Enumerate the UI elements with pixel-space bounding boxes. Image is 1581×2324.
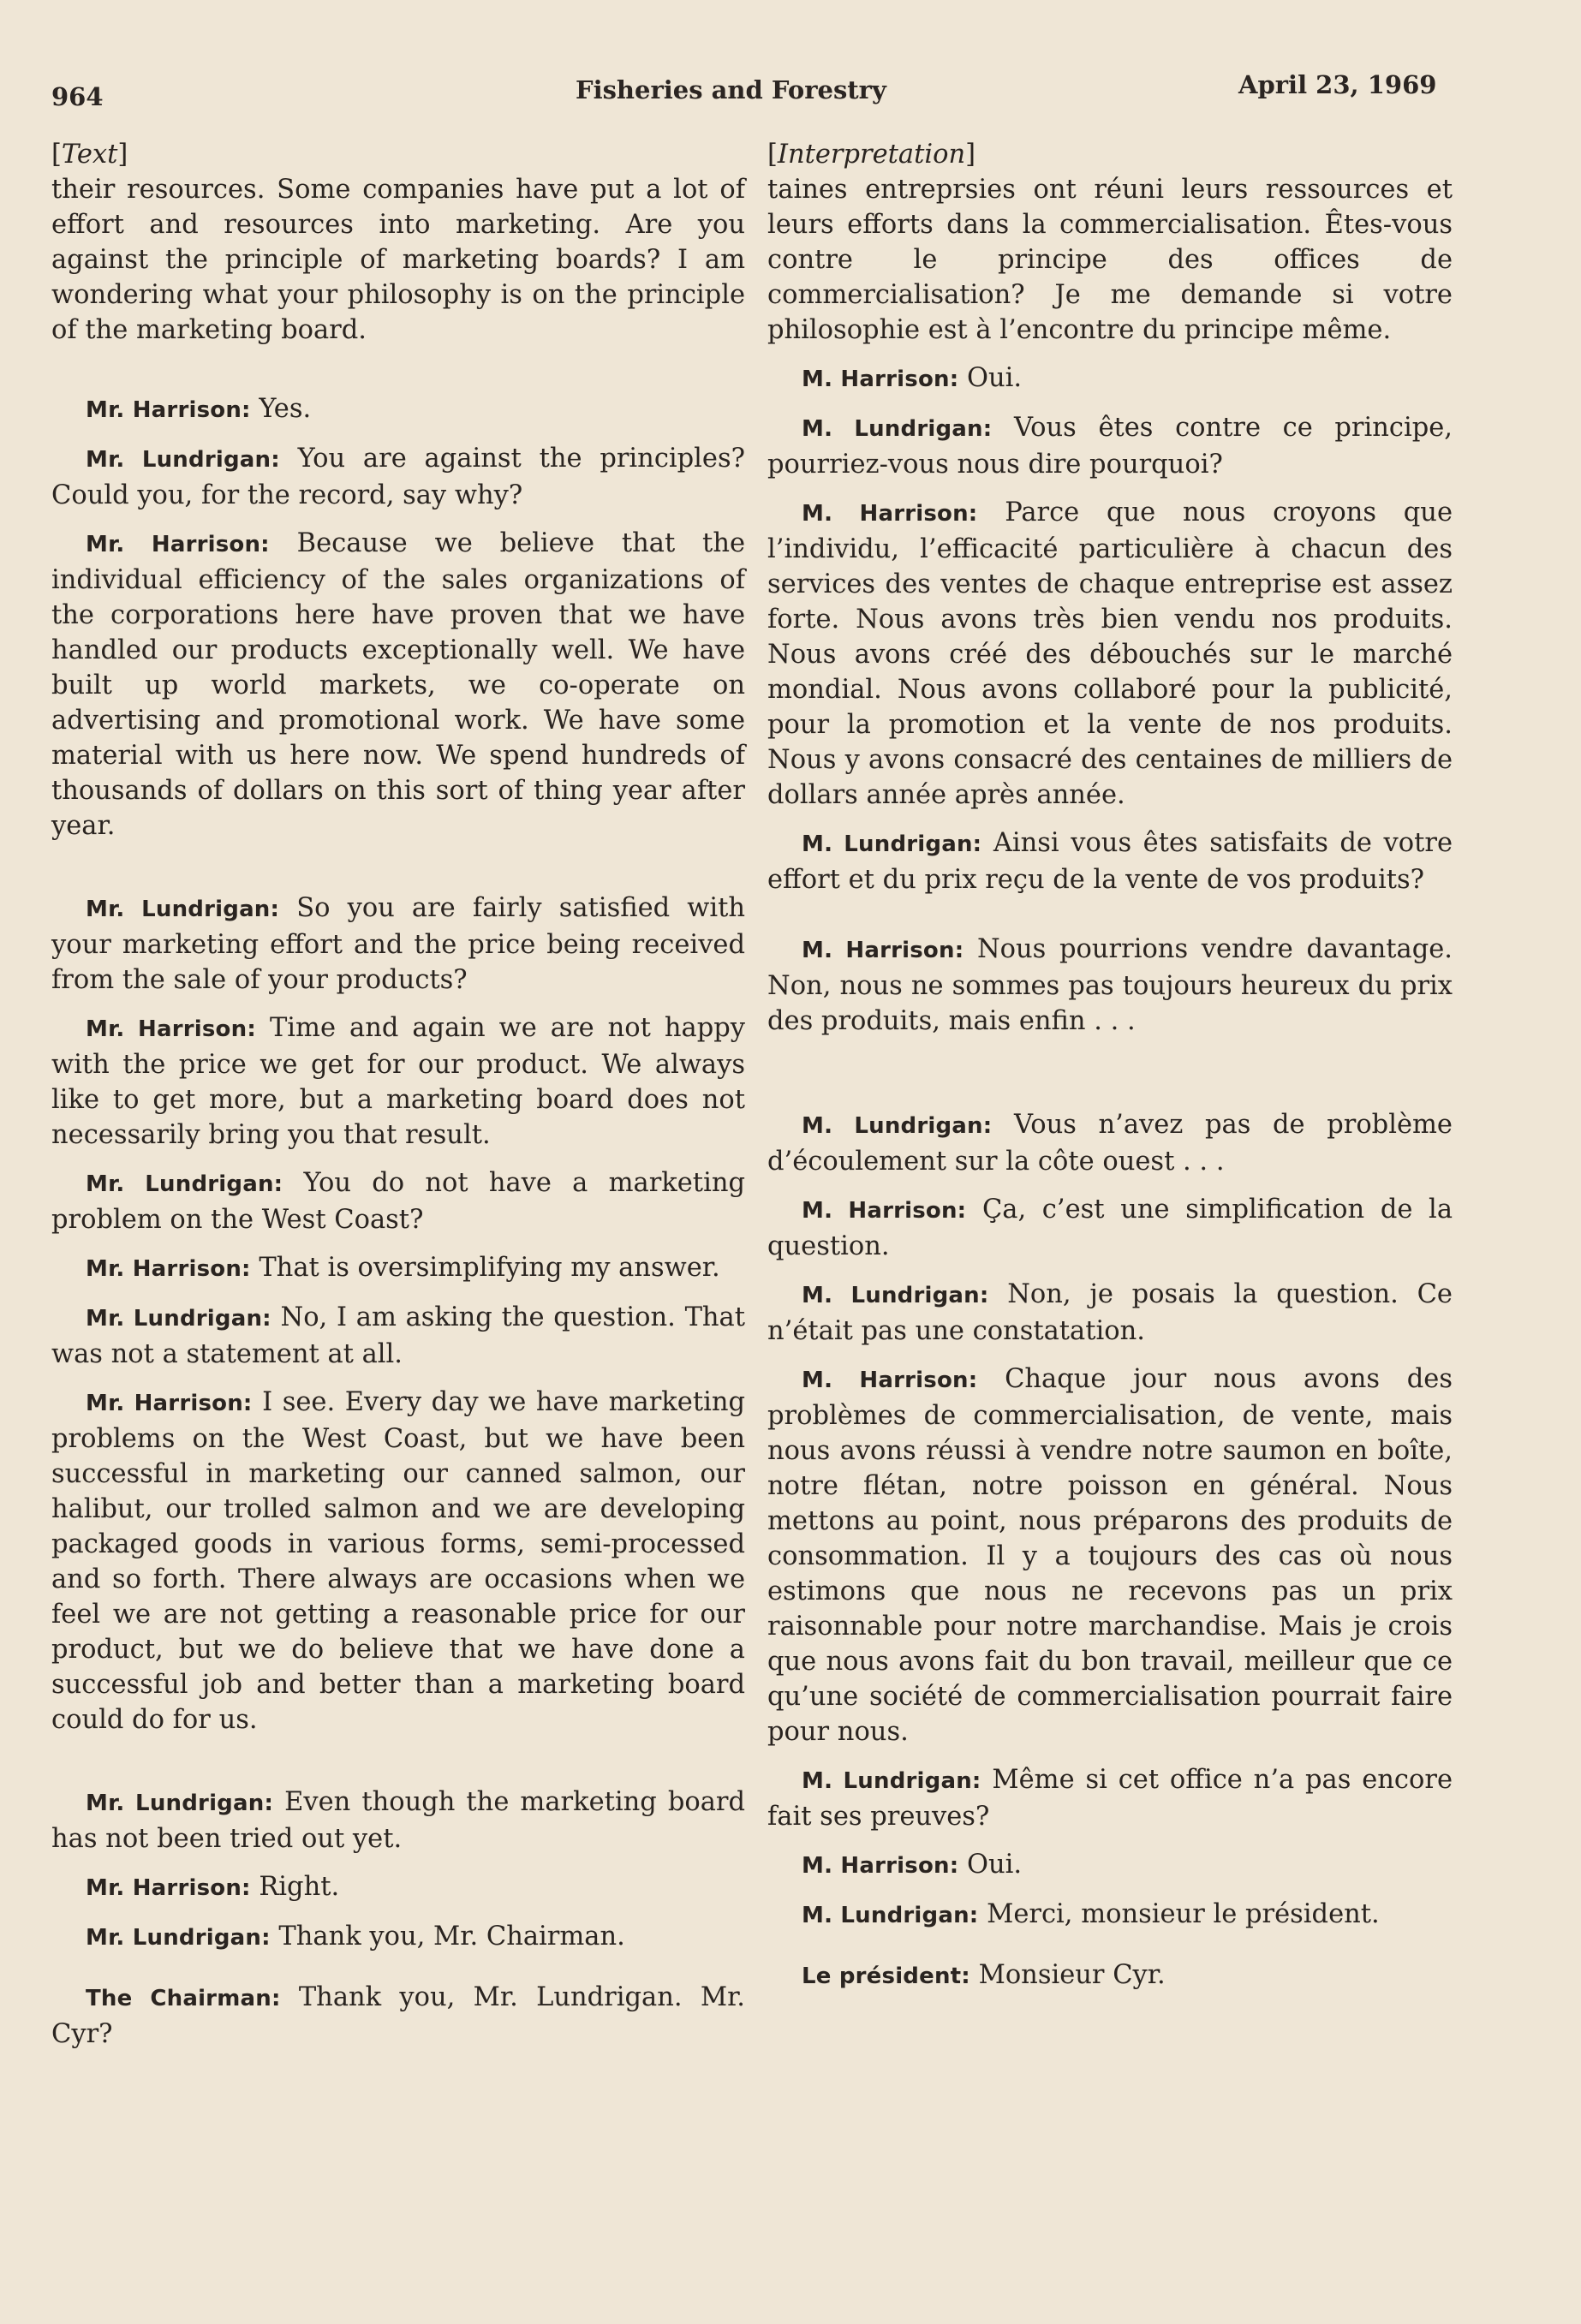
speaker: Mr. Harrison: (86, 1256, 251, 1282)
paragraph: M. Lundrigan: Ainsi vous êtes satisfaits de votre effort et du prix reçu de la vente de vos produits? (767, 828, 1453, 895)
paragraph: Mr. Lundrigan: No, I am asking the question. That was not a statement at all. (51, 1302, 745, 1369)
paragraph: M. Lundrigan: Vous êtes contre ce principe, pourriez-vous nous dire pourquoi? (767, 413, 1453, 480)
speaker: Mr. Lundrigan: (86, 897, 280, 922)
page-date: April 23, 1969 (1238, 70, 1437, 99)
speaker: Mr. Lundrigan: (86, 1925, 271, 1951)
paragraph: The Chairman: Thank you, Mr. Lundrigan. Mr. Cyr? (51, 1982, 745, 2049)
speaker: Mr. Lundrigan: (86, 1306, 271, 1332)
paragraph: Mr. Lundrigan: Thank you, Mr. Chairman. (86, 1922, 625, 1952)
paragraph: taines entreprsies ont réuni leurs ressources et leurs efforts dans la commercialisation. Êtes-vous contre le principe des offices de commercialisation? Je me demande si votre philosophie est à l’encontre du principe même. (767, 175, 1453, 345)
paragraph: Mr. Harrison: That is oversimplifying my answer. (86, 1253, 720, 1283)
paragraph: Mr. Harrison: I see. Every day we have marketing problems on the West Coast, but we have been successful in marketing our canned salmon, our halibut, our trolled salmon and we are developing packaged goods in various forms, semi-processed and so forth. There always are occasions when we feel we are not getting a reasonable price for our product, but we do believe that we have done a successful job and better than a marketing board could do for us. (51, 1387, 745, 1735)
speaker: Mr. Lundrigan: (86, 1171, 283, 1197)
paragraph: M. Harrison: Nous pourrions vendre davantage. Non, nous ne sommes pas toujours heureux du prix des produits, mais enfin . . . (767, 934, 1453, 1036)
paragraph: M. Harrison: Ça, c’est une simplification de la question. (767, 1195, 1453, 1261)
speaker: M. Lundrigan: (802, 1283, 989, 1308)
speaker: M. Lundrigan: (802, 416, 993, 442)
paragraph: their resources. Some companies have put a lot of effort and resources into marketing. Are you against the principle of marketing boards? I am wondering what your philosophy is on the principle of the marketing board. (51, 175, 745, 345)
speaker: M. Harrison: (802, 501, 978, 527)
page-number: 964 (51, 82, 104, 111)
interpretation-column (767, 137, 1453, 1994)
speaker: Mr. Harrison: (86, 1016, 256, 1042)
paragraph: M. Lundrigan: Vous n’avez pas de problème d’écoulement sur la côte ouest . . . (767, 1110, 1453, 1177)
paragraph: M. Harrison: Oui. (802, 1850, 1023, 1880)
paragraph: Mr. Harrison: Time and again we are not happy with the price we get for our product. We always like to get more, but a marketing board does not necessarily bring you that result. (51, 1013, 745, 1150)
paragraph: M. Lundrigan: Non, je posais la question. Ce n’était pas une constatation. (767, 1279, 1453, 1346)
speaker: Mr. Harrison: (86, 397, 251, 423)
paragraph: M. Lundrigan: Merci, monsieur le président. (802, 1899, 1380, 1929)
speaker: Le président: (802, 1963, 970, 1989)
paragraph: Mr. Harrison: Yes. (86, 394, 312, 424)
speaker: The Chairman: (86, 1986, 281, 2011)
paragraph: M. Harrison: Oui. (802, 363, 1023, 393)
speaker: Mr. Lundrigan: (86, 1791, 274, 1816)
column-label: [Text] (51, 140, 128, 170)
speaker: M. Lundrigan: (802, 831, 982, 857)
paragraph: Mr. Lundrigan: You do not have a marketing problem on the West Coast? (51, 1168, 745, 1235)
page-header (0, 70, 1581, 113)
speaker: M. Harrison: (802, 1368, 978, 1393)
paragraph: Mr. Harrison: Right. (86, 1872, 340, 1902)
speaker: M. Harrison: (802, 366, 959, 392)
paragraph: M. Harrison: Chaque jour nous avons des problèmes de commercialisation, de vente, mais nous avons réussi à vendre notre saumon en boîte, notre flétan, notre poisson en général. Nous mettons au point, nous préparons des produits de consommation. Il y a toujours des cas où nous estimons que nous ne recevons pas un prix raisonnable pour notre marchandise. Mais je crois que nous avons fait du bon travail, meilleur que ce qu’une société de commercialisation pourrait faire pour nous. (767, 1364, 1453, 1747)
speaker: Mr. Harrison: (86, 1875, 251, 1901)
text-column (51, 137, 745, 2052)
paragraph: Mr. Lundrigan: Even though the marketing board has not been tried out yet. (51, 1787, 745, 1854)
paragraph: Mr. Lundrigan: So you are fairly satisfied with your marketing effort and the price being received from the sale of your products? (51, 893, 745, 995)
speaker: M. Harrison: (802, 938, 964, 963)
paragraph: Mr. Harrison: Because we believe that the individual efficiency of the sales organizations of the corporations here have proven that we have handled our products exceptionally well. We have built up world markets, we co-operate on advertising and promotional work. We have some material with us here now. We spend hundreds of thousands of dollars on this sort of thing year after year. (51, 528, 746, 841)
speaker: Mr. Harrison: (86, 532, 270, 557)
paragraph: M. Harrison: Parce que nous croyons que l’individu, l’efficacité particulière à chacun des services des ventes de chaque entreprise est assez forte. Nous avons très bien vendu nos produits. Nous avons créé des débouchés sur le marché mondial. Nous avons collaboré pour la publicité, pour la promotion et la vente de nos produits. Nous y avons consacré des centaines de milliers de dollars année après année. (767, 498, 1453, 810)
running-title: Fisheries and Forestry (576, 75, 886, 104)
speaker: M. Lundrigan: (802, 1903, 979, 1928)
speaker: Mr. Harrison: (86, 1391, 253, 1416)
speaker: Mr. Lundrigan: (86, 447, 280, 473)
speaker: M. Lundrigan: (802, 1113, 993, 1139)
paragraph: Le président: Monsieur Cyr. (802, 1960, 1166, 1990)
speaker: M. Harrison: (802, 1853, 959, 1879)
speaker: M. Harrison: (802, 1198, 967, 1224)
column-label: [Interpretation] (767, 140, 976, 170)
paragraph: M. Lundrigan: Même si cet office n’a pas encore fait ses preuves? (767, 1765, 1453, 1832)
speaker: M. Lundrigan: (802, 1768, 981, 1794)
paragraph: Mr. Lundrigan: You are against the principles? Could you, for the record, say why? (51, 444, 745, 510)
